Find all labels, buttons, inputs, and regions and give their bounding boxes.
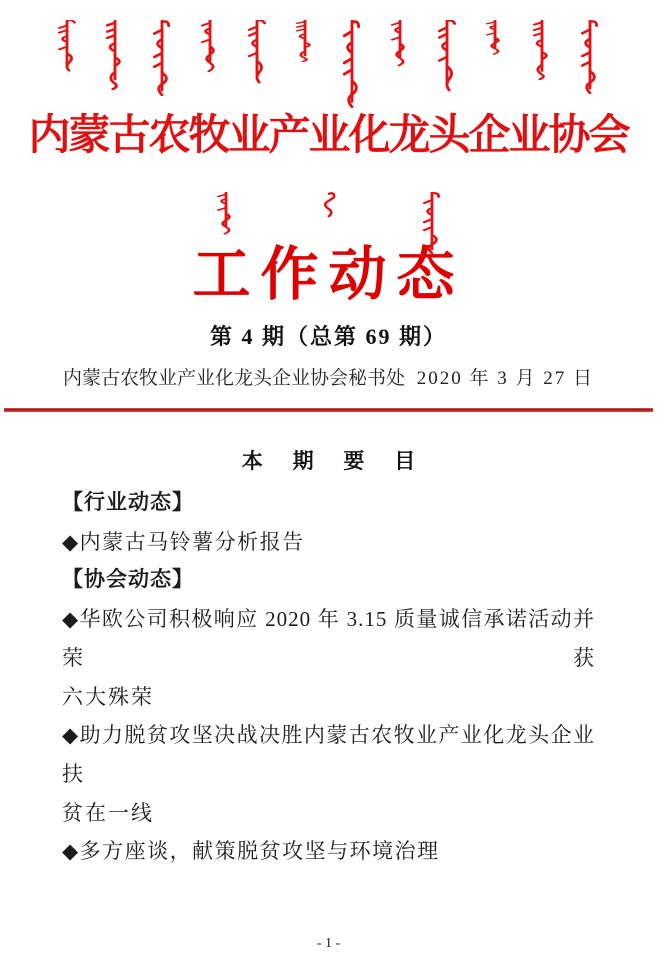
mongolian-script-glyph: [104, 20, 126, 90]
mongolian-script-glyph: [341, 20, 363, 108]
masthead-title: 工作动态: [192, 242, 465, 307]
toc-item: ◆内蒙古马铃薯分析报告: [62, 529, 305, 554]
association-title: 内蒙古农牧业产业化龙头企业协会: [28, 113, 629, 159]
toc-item: ◆助力脱贫攻坚决战决胜内蒙古农牧业产业化龙头企业扶: [62, 723, 595, 786]
issue-number: 第 4 期（总第 69 期）: [209, 324, 447, 349]
mongolian-script-glyph: [531, 20, 553, 80]
toc-item: ◆多方座谈，献策脱贫攻坚与环境治理: [62, 839, 440, 864]
mongolian-script-glyph: [389, 20, 411, 68]
mongolian-script-glyph: [319, 192, 339, 218]
mongolian-script-glyph: [436, 20, 458, 92]
mongolian-script-glyph: [199, 20, 221, 74]
toc-item-continuation: 贫在一线: [62, 800, 154, 825]
contents-section: [0, 449, 657, 871]
contents-list: [62, 484, 595, 871]
page-number: - 1 -: [316, 936, 341, 951]
masthead-divider-rule: [4, 408, 653, 412]
mongolian-script-glyph: [246, 20, 268, 84]
mongolian-script-glyph: [56, 20, 78, 72]
mongolian-script-glyph: [484, 20, 506, 56]
publisher-name: 内蒙古农牧业产业化龙头企业协会秘书处: [63, 368, 406, 389]
mongolian-script-glyph: [579, 20, 601, 94]
section-label-association-news: 【协会动态】: [62, 568, 194, 592]
toc-item: ◆华欧公司积极响应 2020 年 3.15 质量诚信承诺活动并荣获: [62, 607, 595, 670]
contents-heading: 本 期 要 目: [241, 450, 428, 473]
publication-info-row: [0, 367, 657, 391]
mongolian-script-glyph: [294, 20, 316, 62]
toc-item-continuation: 六大殊荣: [62, 684, 154, 709]
mongolian-script-glyph: [151, 20, 173, 96]
mongolian-script-glyph: [215, 192, 237, 236]
section-label-industry-news: 【行业动态】: [62, 491, 194, 514]
publication-date: 2020 年 3 月 27 日: [416, 368, 594, 389]
mongolian-script-row-top: [0, 20, 657, 110]
